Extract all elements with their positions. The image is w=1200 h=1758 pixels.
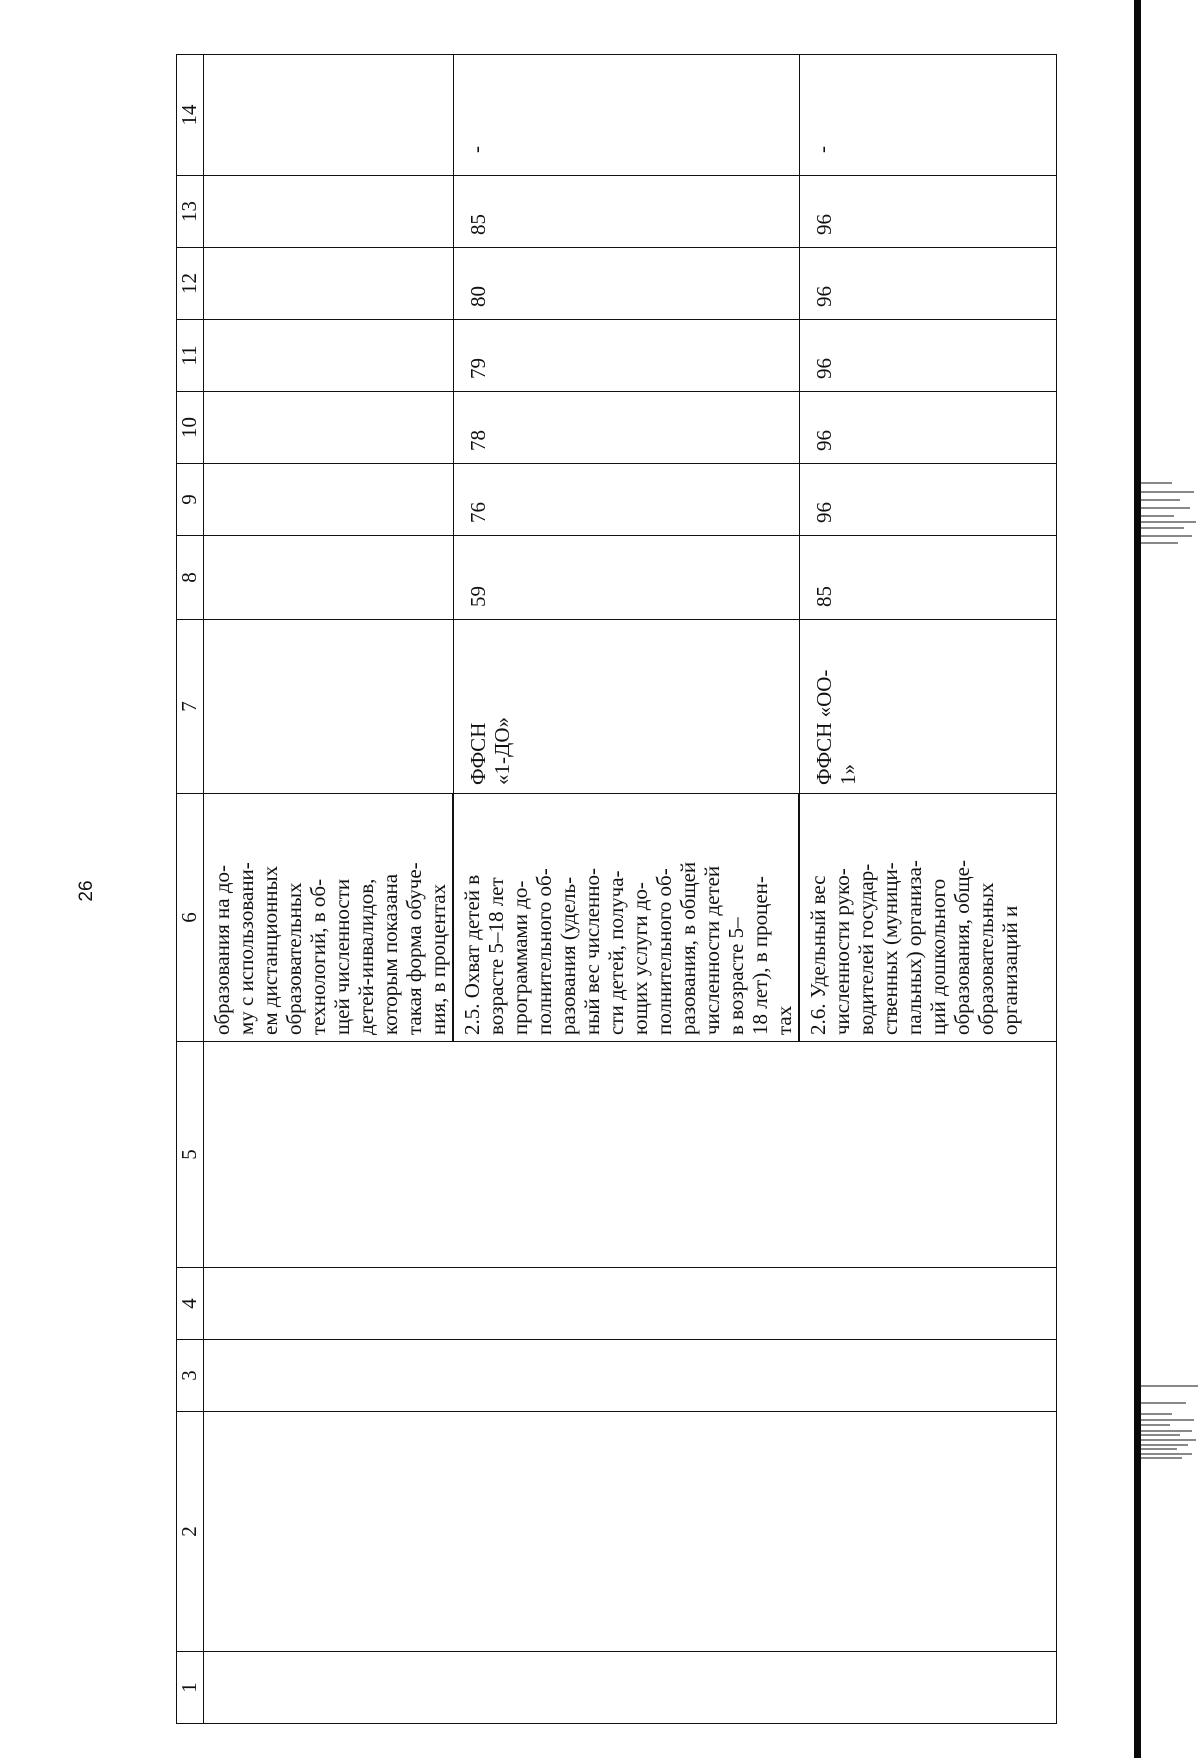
value-cell xyxy=(204,392,454,464)
indicator-cell xyxy=(453,794,799,1042)
scan-noise-marks xyxy=(1122,0,1200,1758)
value-cell: 96 xyxy=(799,248,1057,320)
source-text: ФФСН «1-ДО» xyxy=(465,717,514,785)
column-header: 8 xyxy=(177,536,204,620)
value-cell: 78 xyxy=(453,392,799,464)
column-header: 13 xyxy=(177,176,204,248)
value-cell xyxy=(204,536,454,620)
source-cell xyxy=(453,620,799,794)
indicator-text: 2.5. Охват детей в возрасте 5–18 лет программами до- полнительного об- разования (удель- ный вес численно- сти детей, получа- ющих услуги до- полнительного об- разования, в общей численности детей в возрасте 5– 18 лет), в процен- тах xyxy=(460,861,796,1035)
column-header: 9 xyxy=(177,464,204,536)
column-header: 12 xyxy=(177,248,204,320)
value-cell: - xyxy=(453,55,799,176)
indicator-text: 2.6. Удельный вес численности руко- водителей государ- ственных (муници- пальных) организа- ций дошкольного образования, обще- образовательных организаций и xyxy=(806,860,1022,1035)
cell-col-5 xyxy=(204,1042,1057,1268)
column-number-header xyxy=(177,55,204,1724)
value-cell: 85 xyxy=(453,176,799,248)
column-header: 2 xyxy=(177,1412,204,1652)
indicator-text: образования на до- му с использовани- ем дистанционных образовательных технологий, в об- щей численности детей-инвалидов, которым показана такая форма обуче- ния, в процентах xyxy=(210,862,450,1035)
source-text xyxy=(204,620,220,793)
value-cell: 80 xyxy=(453,248,799,320)
value-cell: 76 xyxy=(453,464,799,536)
column-header: 7 xyxy=(177,620,204,794)
source-text: ФФСН «ОО- 1» xyxy=(811,669,860,785)
value-cell xyxy=(204,248,454,320)
page-number: 26 xyxy=(76,880,97,902)
column-header: 14 xyxy=(177,55,204,176)
column-header: 3 xyxy=(177,1340,204,1412)
value-cell: - xyxy=(799,55,1057,176)
column-header: 1 xyxy=(177,1652,204,1724)
column-header: 5 xyxy=(177,1042,204,1268)
column-header: 11 xyxy=(177,320,204,392)
value-cell: 96 xyxy=(799,320,1057,392)
source-cell xyxy=(799,620,1057,794)
value-cell: 96 xyxy=(799,176,1057,248)
table-row xyxy=(204,55,454,1724)
cell-col-4 xyxy=(204,1268,1057,1340)
value-cell xyxy=(204,320,454,392)
value-cell: 79 xyxy=(453,320,799,392)
value-cell: 85 xyxy=(799,536,1057,620)
indicators-table xyxy=(176,54,1057,1724)
column-header: 10 xyxy=(177,392,204,464)
column-header: 4 xyxy=(177,1268,204,1340)
cell-col-3 xyxy=(204,1340,1057,1412)
cell-col-2 xyxy=(204,1412,1057,1652)
source-cell xyxy=(204,620,454,794)
column-header: 6 xyxy=(177,794,204,1042)
value-cell: 96 xyxy=(799,464,1057,536)
value-cell: 59 xyxy=(453,536,799,620)
scan-edge-bar xyxy=(1122,0,1200,1758)
value-cell xyxy=(204,464,454,536)
value-cell xyxy=(204,55,454,176)
value-cell xyxy=(204,176,454,248)
indicator-cell xyxy=(799,794,1057,1042)
indicator-cell xyxy=(204,794,454,1042)
cell-col-1 xyxy=(204,1652,1057,1724)
value-cell: 96 xyxy=(799,392,1057,464)
